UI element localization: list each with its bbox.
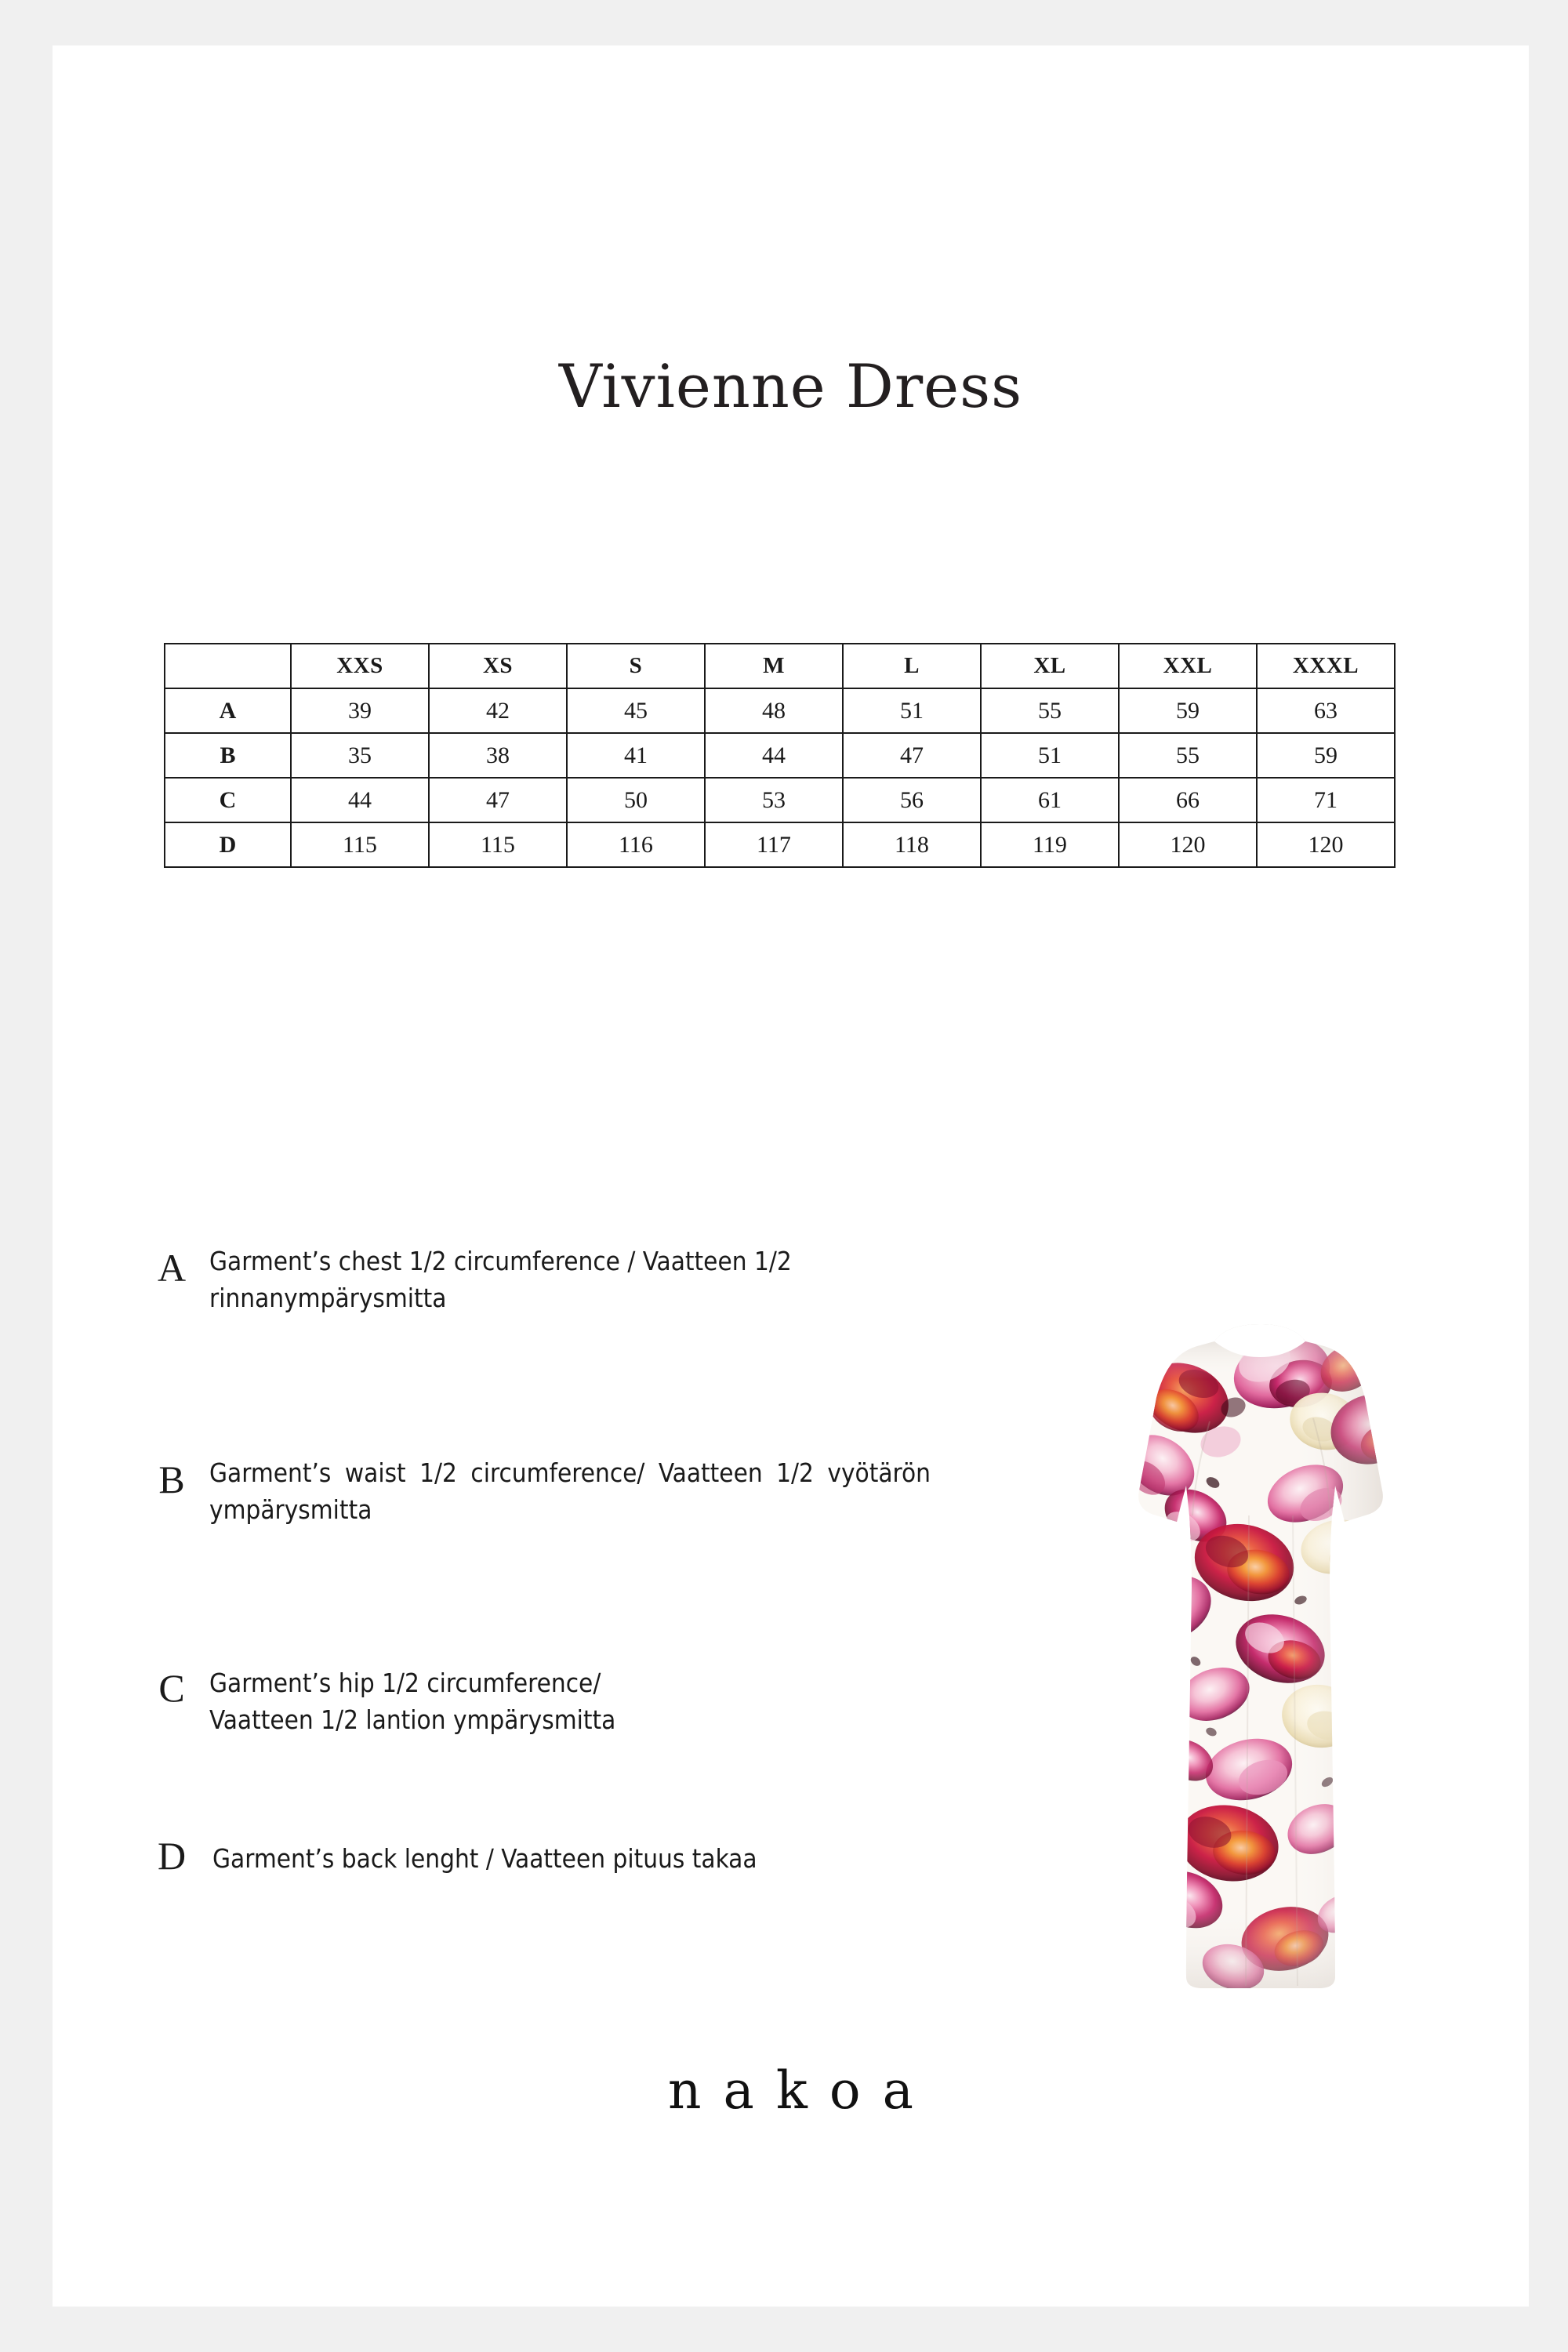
cell-c-l: 56 xyxy=(843,778,981,822)
legend-text-c xyxy=(209,1665,931,1739)
table-header-row xyxy=(165,644,1395,688)
table-header-m: M xyxy=(705,644,843,688)
document-page xyxy=(53,45,1529,2307)
cell-a-s: 45 xyxy=(567,688,705,733)
product-dress-image xyxy=(1095,1280,1425,2009)
cell-d-xxl: 120 xyxy=(1119,822,1257,867)
table-header-xxxl: XXXL xyxy=(1257,644,1395,688)
table-header-l: L xyxy=(843,644,981,688)
cell-a-xxl: 59 xyxy=(1119,688,1257,733)
cell-b-xs: 38 xyxy=(429,733,567,778)
table-row xyxy=(165,778,1395,822)
cell-c-xs: 47 xyxy=(429,778,567,822)
size-chart-table xyxy=(164,643,1396,868)
table-row xyxy=(165,733,1395,778)
cell-a-xl: 55 xyxy=(981,688,1119,733)
cell-c-xxl: 66 xyxy=(1119,778,1257,822)
legend-text-b: Garment’s waist 1/2 circumference/ Vaatteen 1/2 vyötärön ympärysmitta xyxy=(209,1457,931,1525)
table-header-xl: XL xyxy=(981,644,1119,688)
legend-entry-d xyxy=(147,1834,931,1878)
legend-text-d: Garment’s back lenght / Vaatteen pituus takaa xyxy=(212,1843,757,1874)
legend-marker-b: B xyxy=(158,1457,185,1501)
brand-logo: nakoa xyxy=(668,2060,935,2121)
cell-c-xxs: 44 xyxy=(291,778,429,822)
row-label-b: B xyxy=(165,733,291,778)
table-header-xxl: XXL xyxy=(1119,644,1257,688)
cell-b-xl: 51 xyxy=(981,733,1119,778)
legend-text-a: Garment’s chest 1/2 circumference / Vaatteen 1/2 rinnanympärysmitta xyxy=(209,1246,792,1313)
cell-d-xxxl: 120 xyxy=(1257,822,1395,867)
dress-illustration xyxy=(1095,1280,1425,2009)
page-title: Vivienne Dress xyxy=(558,351,1023,421)
cell-d-xl: 119 xyxy=(981,822,1119,867)
legend-marker-d: D xyxy=(157,1834,187,1878)
cell-c-m: 53 xyxy=(705,778,843,822)
legend-text-c-line1: Garment’s hip 1/2 circumference/ xyxy=(209,1668,601,1698)
legend-entry-b xyxy=(147,1455,931,1566)
cell-b-m: 44 xyxy=(705,733,843,778)
row-label-c: C xyxy=(165,778,291,822)
cell-c-s: 50 xyxy=(567,778,705,822)
cell-a-xxxl: 63 xyxy=(1257,688,1395,733)
table-row xyxy=(165,688,1395,733)
cell-d-xxs: 115 xyxy=(291,822,429,867)
table-corner-cell xyxy=(165,644,291,688)
legend-entry-a xyxy=(147,1243,931,1317)
cell-d-xs: 115 xyxy=(429,822,567,867)
legend-marker-c: C xyxy=(158,1666,185,1710)
cell-d-s: 116 xyxy=(567,822,705,867)
cell-a-xxs: 39 xyxy=(291,688,429,733)
table-header-xs: XS xyxy=(429,644,567,688)
cell-b-xxl: 55 xyxy=(1119,733,1257,778)
table-header-s: S xyxy=(567,644,705,688)
row-label-a: A xyxy=(165,688,291,733)
cell-a-l: 51 xyxy=(843,688,981,733)
cell-c-xl: 61 xyxy=(981,778,1119,822)
legend-marker-a: A xyxy=(157,1246,187,1290)
table-row xyxy=(165,822,1395,867)
cell-b-l: 47 xyxy=(843,733,981,778)
cell-d-l: 118 xyxy=(843,822,981,867)
legend-text-c-line2: Vaatteen 1/2 lantion ympärysmitta xyxy=(209,1704,616,1735)
cell-c-xxxl: 71 xyxy=(1257,778,1395,822)
cell-a-m: 48 xyxy=(705,688,843,733)
cell-b-xxs: 35 xyxy=(291,733,429,778)
cell-d-m: 117 xyxy=(705,822,843,867)
table-header-xxs: XXS xyxy=(291,644,429,688)
cell-a-xs: 42 xyxy=(429,688,567,733)
cell-b-xxxl: 59 xyxy=(1257,733,1395,778)
legend-entry-c xyxy=(147,1665,931,1739)
cell-b-s: 41 xyxy=(567,733,705,778)
row-label-d: D xyxy=(165,822,291,867)
size-chart-table-container xyxy=(164,643,1396,868)
